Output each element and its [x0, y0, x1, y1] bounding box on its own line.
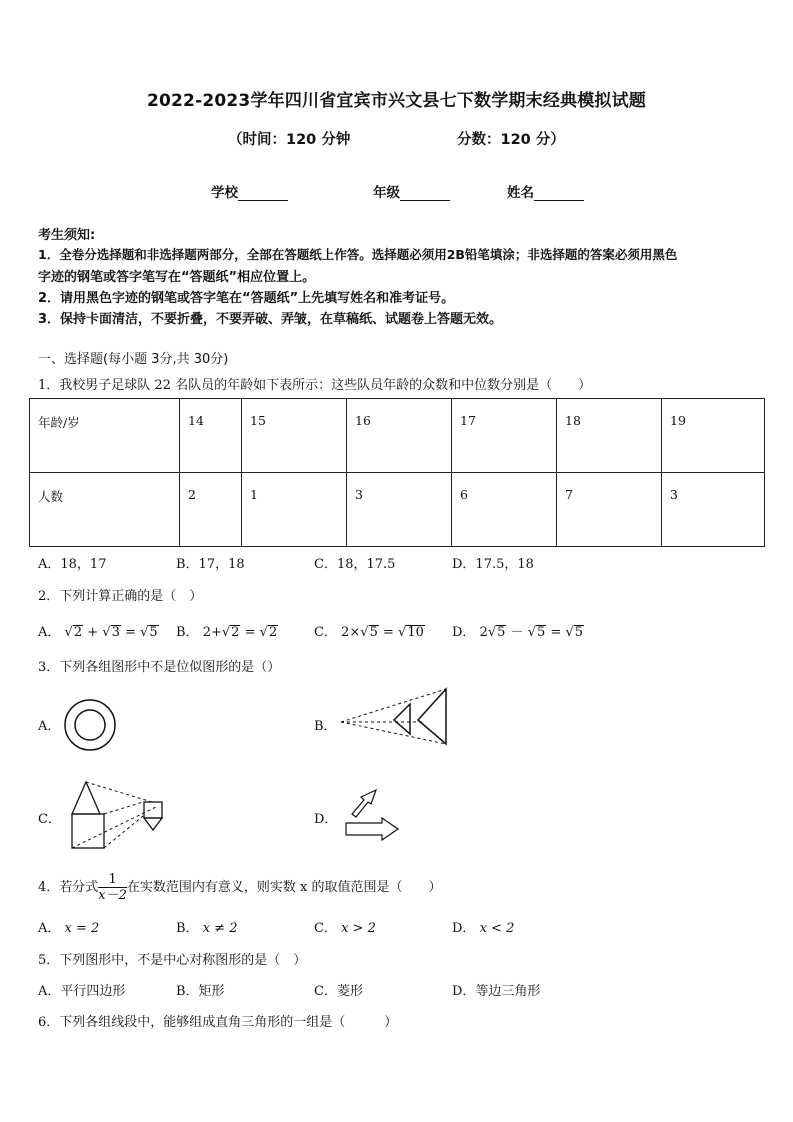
table-row: [30, 473, 765, 547]
table-cell: 人数: [30, 473, 180, 547]
radicand: 5: [149, 625, 158, 640]
option-expression: x > 2: [341, 921, 376, 936]
equals: =: [244, 625, 256, 640]
fraction-denominator: x－2: [98, 888, 127, 903]
prefix: 2+: [202, 625, 222, 640]
notice-line1: 1．全卷分选择题和非选择题两部分，全部在答题纸上作答。选择题必须用2B铅笔填涂；非选择题的答案必须用黑色: [38, 247, 678, 262]
radicand: 5: [574, 625, 584, 640]
q4-option-d: [452, 917, 514, 936]
table-cell: 7: [557, 473, 662, 547]
table-cell: 19: [662, 399, 765, 473]
q5-option-b: B．矩形: [176, 984, 225, 999]
grade-field: [373, 181, 450, 201]
radicand: 2: [231, 625, 240, 640]
radicand: 3: [111, 625, 120, 640]
q1-option-a: A．18，17: [38, 557, 107, 572]
q2-option-b: B． 2+√2 = √2: [176, 625, 278, 640]
name-blank: [534, 186, 584, 201]
table-cell: 17: [452, 399, 557, 473]
table-cell: 年龄/岁: [30, 399, 180, 473]
table-cell: 18: [557, 399, 662, 473]
q5-option-a: A．平行四边形: [38, 984, 126, 999]
q5-option-c: C．菱形: [314, 984, 363, 999]
q3-label-b: B．: [314, 719, 337, 734]
radicand: 2: [268, 625, 278, 640]
table-cell: 1: [242, 473, 347, 547]
school-field: [211, 181, 288, 201]
stem-suffix: 在实数范围内有意义，则实数 x 的取值范围是（ ）: [126, 880, 442, 895]
concentric-circles-figure: [62, 697, 118, 753]
operator: +: [87, 625, 99, 640]
school-blank: [238, 186, 288, 201]
q2-option-c: C． 2×√5 = √10: [314, 625, 424, 640]
triangles-perspective-figure: [338, 686, 450, 748]
option-label: C．: [314, 625, 337, 640]
notice-heading: 考生须知:: [38, 228, 96, 243]
option-label: D．: [452, 921, 476, 936]
operator: －: [510, 625, 524, 640]
q3-label-c: C．: [38, 812, 61, 827]
name-field: [507, 181, 584, 201]
notice-line3: 3．保持卡面清洁，不要折叠，不要弄破、弄皱，在草稿纸、试题卷上答题无效。: [38, 312, 503, 327]
table-row: [30, 399, 765, 473]
option-label: C．: [314, 921, 337, 936]
radicand: 5: [497, 625, 506, 640]
option-label: A．: [38, 625, 61, 640]
question-5-stem: 5．下列图形中，不是中心对称图形的是（ ）: [38, 953, 307, 968]
prefix: 2×: [341, 625, 361, 640]
q2-option-d: D． 2√5 － √5 = √5: [452, 625, 584, 640]
arrows-figure: [342, 786, 402, 842]
exam-time: （时间：120 分钟: [228, 132, 351, 148]
age-table: [29, 398, 765, 547]
table-cell: 16: [347, 399, 452, 473]
house-shape-figure: [68, 778, 172, 850]
page-title: 2022-2023学年四川省宜宾市兴文县七下数学期末经典模拟试题: [146, 91, 647, 111]
q1-option-d: D．17.5，18: [452, 557, 534, 572]
fraction-numerator: 1: [98, 872, 127, 888]
q2-option-a: A． √2 + √3 = √5: [38, 625, 158, 640]
radicand: 5: [369, 625, 378, 640]
grade-label: 年级: [373, 185, 400, 201]
name-label: 姓名: [507, 185, 534, 201]
radicand: 10: [407, 625, 424, 640]
q4-option-a: [38, 917, 99, 936]
table-cell: 3: [662, 473, 765, 547]
q5-option-d: D．等边三角形: [452, 984, 541, 999]
exam-score: 分数：120 分）: [457, 132, 565, 148]
school-label: 学校: [211, 185, 238, 201]
prefix: 2: [479, 625, 488, 640]
option-expression: x = 2: [64, 921, 100, 936]
stem-prefix: 4．若分式: [38, 880, 99, 895]
table-cell: 2: [180, 473, 242, 547]
notice-line1b: 字迹的钢笔或答字笔写在“答题纸”相应位置上。: [38, 270, 316, 285]
radicand: 2: [73, 625, 83, 640]
equals: =: [382, 625, 394, 640]
question-6-stem: 6．下列各组线段中，能够组成直角三角形的一组是（ ）: [38, 1015, 398, 1030]
q3-label-d: D．: [314, 812, 338, 827]
option-label: B．: [176, 625, 199, 640]
table-cell: 15: [242, 399, 347, 473]
q1-option-c: C．18，17.5: [314, 557, 396, 572]
question-1-stem: 1．我校男子足球队 22 名队员的年龄如下表所示：这些队员年龄的众数和中位数分别是（ ）: [38, 378, 592, 393]
option-label: B．: [176, 921, 199, 936]
option-label: A．: [38, 921, 61, 936]
q4-option-b: [176, 917, 237, 936]
option-expression: x < 2: [479, 921, 515, 936]
table-cell: 14: [180, 399, 242, 473]
question-2-stem: 2．下列计算正确的是（ ）: [38, 589, 203, 604]
q4-option-c: [314, 917, 376, 936]
q1-option-b: B．17，18: [176, 557, 245, 572]
equals: =: [125, 625, 136, 640]
question-4-stem: [38, 872, 442, 903]
question-3-stem: 3．下列各组图形中不是位似图形的是（）: [38, 660, 281, 675]
q3-label-a: A．: [38, 719, 61, 734]
table-cell: 3: [347, 473, 452, 547]
grade-blank: [400, 186, 450, 201]
notice-line2: 2．请用黑色字迹的钢笔或答字笔在“答题纸”上先填写姓名和准考证号。: [38, 291, 455, 306]
fraction: [98, 872, 127, 903]
option-label: D．: [452, 625, 476, 640]
table-cell: 6: [452, 473, 557, 547]
section-heading: 一、选择题(每小题 3分,共 30分): [38, 352, 229, 367]
option-expression: x ≠ 2: [202, 921, 238, 936]
equals: =: [550, 625, 562, 640]
radicand: 5: [537, 625, 546, 640]
